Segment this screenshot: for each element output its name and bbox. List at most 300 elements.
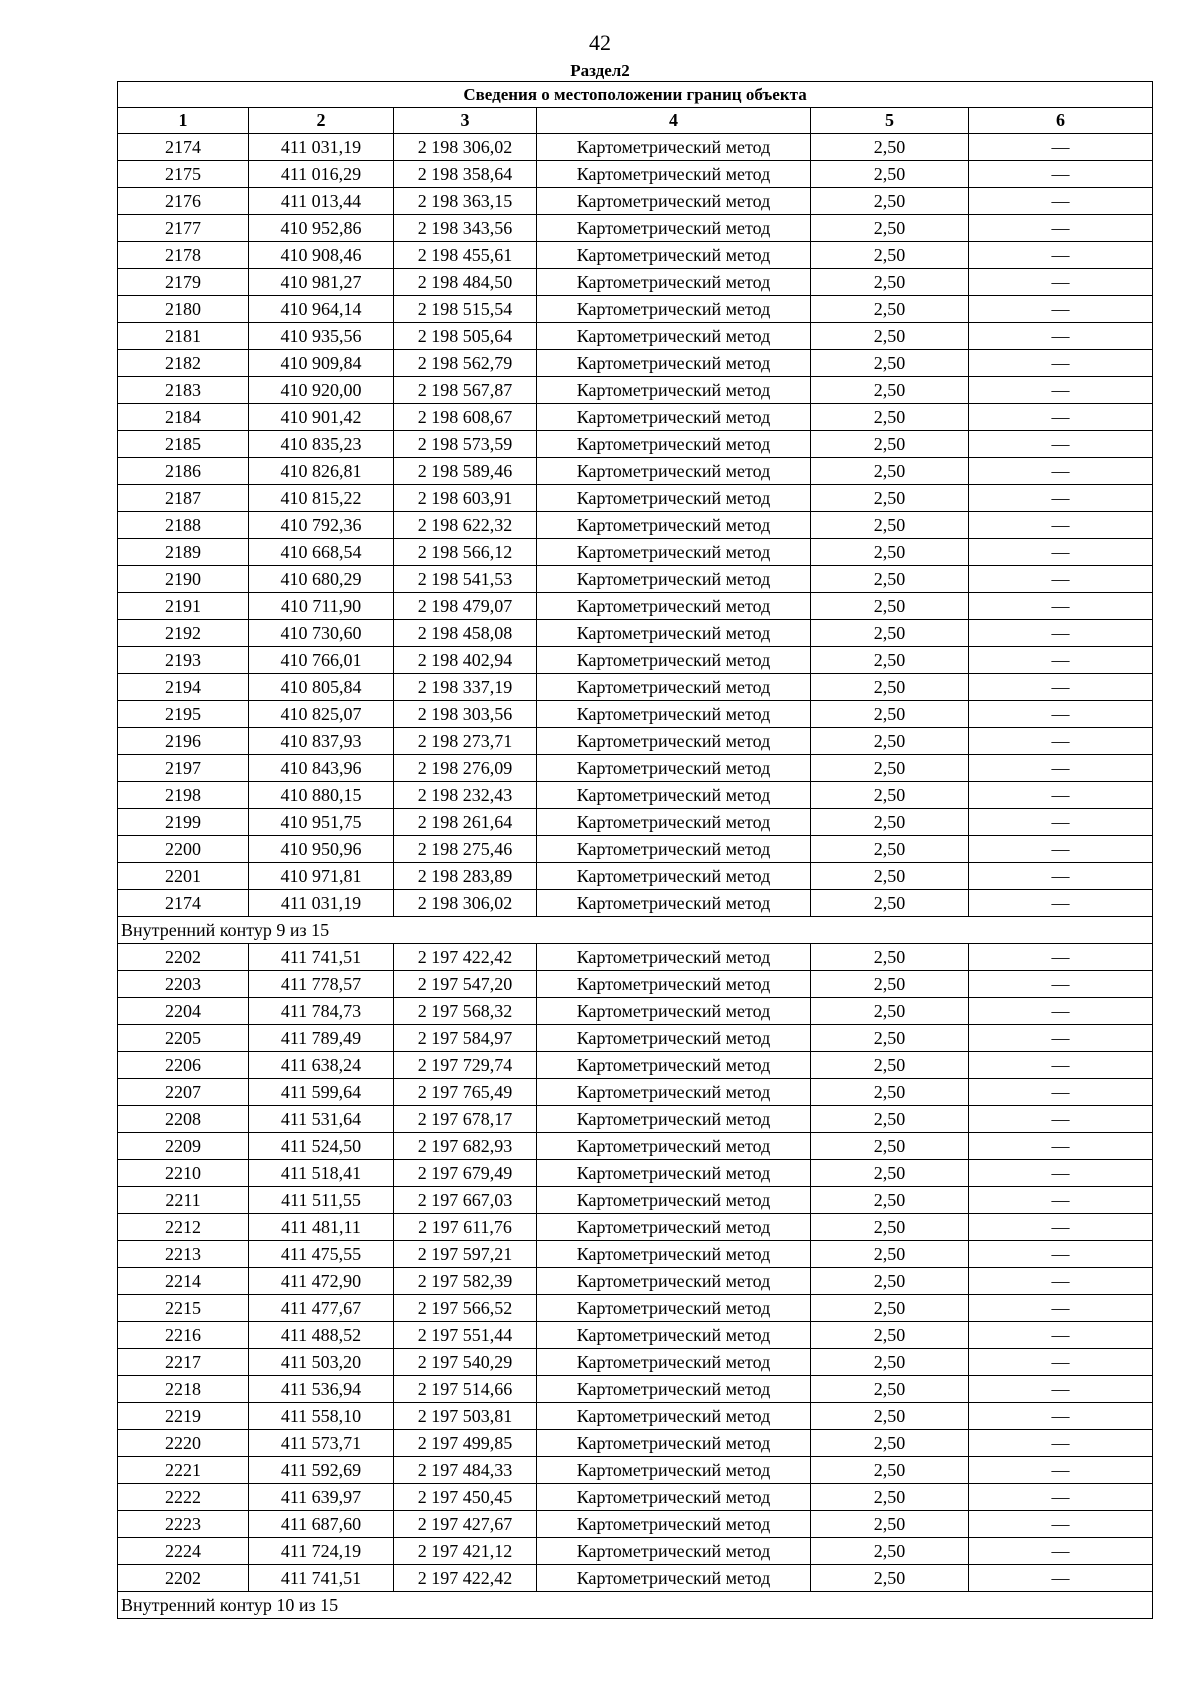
dash-cell: — bbox=[969, 1106, 1153, 1133]
dash-cell: — bbox=[969, 998, 1153, 1025]
dash-cell: — bbox=[969, 1484, 1153, 1511]
accuracy-cell: 2,50 bbox=[811, 1133, 969, 1160]
point-number-cell: 2180 bbox=[118, 296, 249, 323]
coordinate-y-cell: 2 198 363,15 bbox=[394, 188, 537, 215]
method-cell: Картометрический метод bbox=[537, 647, 811, 674]
coordinate-y-cell: 2 197 678,17 bbox=[394, 1106, 537, 1133]
coordinate-y-cell: 2 198 603,91 bbox=[394, 485, 537, 512]
accuracy-cell: 2,50 bbox=[811, 1511, 969, 1538]
method-cell: Картометрический метод bbox=[537, 377, 811, 404]
dash-cell: — bbox=[969, 1322, 1153, 1349]
method-cell: Картометрический метод bbox=[537, 161, 811, 188]
table-row bbox=[118, 1160, 1153, 1187]
coordinate-x-cell: 410 815,22 bbox=[249, 485, 394, 512]
dash-cell: — bbox=[969, 377, 1153, 404]
coordinate-x-cell: 411 013,44 bbox=[249, 188, 394, 215]
method-cell: Картометрический метод bbox=[537, 998, 811, 1025]
point-number-cell: 2184 bbox=[118, 404, 249, 431]
coordinate-y-cell: 2 198 566,12 bbox=[394, 539, 537, 566]
accuracy-cell: 2,50 bbox=[811, 431, 969, 458]
accuracy-cell: 2,50 bbox=[811, 215, 969, 242]
dash-cell: — bbox=[969, 1025, 1153, 1052]
point-number-cell: 2221 bbox=[118, 1457, 249, 1484]
accuracy-cell: 2,50 bbox=[811, 944, 969, 971]
accuracy-cell: 2,50 bbox=[811, 1322, 969, 1349]
coordinate-y-cell: 2 198 337,19 bbox=[394, 674, 537, 701]
method-cell: Картометрический метод bbox=[537, 701, 811, 728]
coordinate-y-cell: 2 197 582,39 bbox=[394, 1268, 537, 1295]
accuracy-cell: 2,50 bbox=[811, 647, 969, 674]
accuracy-cell: 2,50 bbox=[811, 674, 969, 701]
table-row bbox=[118, 377, 1153, 404]
column-header: 2 bbox=[249, 108, 394, 134]
dash-cell: — bbox=[969, 620, 1153, 647]
method-cell: Картометрический метод bbox=[537, 215, 811, 242]
coordinate-y-cell: 2 197 422,42 bbox=[394, 944, 537, 971]
table-row bbox=[118, 539, 1153, 566]
dash-cell: — bbox=[969, 647, 1153, 674]
coordinate-x-cell: 410 981,27 bbox=[249, 269, 394, 296]
table-row bbox=[118, 944, 1153, 971]
method-cell: Картометрический метод bbox=[537, 674, 811, 701]
method-cell: Картометрический метод bbox=[537, 1430, 811, 1457]
method-cell: Картометрический метод bbox=[537, 863, 811, 890]
coordinate-y-cell: 2 198 608,67 bbox=[394, 404, 537, 431]
accuracy-cell: 2,50 bbox=[811, 377, 969, 404]
coordinate-x-cell: 410 901,42 bbox=[249, 404, 394, 431]
method-cell: Картометрический метод bbox=[537, 890, 811, 917]
coordinate-y-cell: 2 197 568,32 bbox=[394, 998, 537, 1025]
dash-cell: — bbox=[969, 539, 1153, 566]
accuracy-cell: 2,50 bbox=[811, 1160, 969, 1187]
method-cell: Картометрический метод bbox=[537, 431, 811, 458]
accuracy-cell: 2,50 bbox=[811, 1241, 969, 1268]
coordinate-x-cell: 410 826,81 bbox=[249, 458, 394, 485]
dash-cell: — bbox=[969, 566, 1153, 593]
dash-cell: — bbox=[969, 1538, 1153, 1565]
accuracy-cell: 2,50 bbox=[811, 350, 969, 377]
table-row bbox=[118, 485, 1153, 512]
table-row bbox=[118, 512, 1153, 539]
accuracy-cell: 2,50 bbox=[811, 782, 969, 809]
coordinate-x-cell: 410 825,07 bbox=[249, 701, 394, 728]
accuracy-cell: 2,50 bbox=[811, 998, 969, 1025]
accuracy-cell: 2,50 bbox=[811, 620, 969, 647]
point-number-cell: 2205 bbox=[118, 1025, 249, 1052]
method-cell: Картометрический метод bbox=[537, 1511, 811, 1538]
dash-cell: — bbox=[969, 890, 1153, 917]
table-row bbox=[118, 782, 1153, 809]
method-cell: Картометрический метод bbox=[537, 782, 811, 809]
point-number-cell: 2204 bbox=[118, 998, 249, 1025]
method-cell: Картометрический метод bbox=[537, 1268, 811, 1295]
coordinate-x-cell: 411 475,55 bbox=[249, 1241, 394, 1268]
accuracy-cell: 2,50 bbox=[811, 1403, 969, 1430]
point-number-cell: 2198 bbox=[118, 782, 249, 809]
table-row bbox=[118, 431, 1153, 458]
coordinate-x-cell: 411 558,10 bbox=[249, 1403, 394, 1430]
method-cell: Картометрический метод bbox=[537, 539, 811, 566]
coordinate-y-cell: 2 197 584,97 bbox=[394, 1025, 537, 1052]
point-number-cell: 2219 bbox=[118, 1403, 249, 1430]
point-number-cell: 2199 bbox=[118, 809, 249, 836]
accuracy-cell: 2,50 bbox=[811, 755, 969, 782]
point-number-cell: 2191 bbox=[118, 593, 249, 620]
table-row bbox=[118, 323, 1153, 350]
point-number-cell: 2179 bbox=[118, 269, 249, 296]
coordinate-y-cell: 2 198 283,89 bbox=[394, 863, 537, 890]
coordinate-x-cell: 411 503,20 bbox=[249, 1349, 394, 1376]
coordinate-x-cell: 411 724,19 bbox=[249, 1538, 394, 1565]
point-number-cell: 2187 bbox=[118, 485, 249, 512]
method-cell: Картометрический метод bbox=[537, 1079, 811, 1106]
coordinate-y-cell: 2 197 450,45 bbox=[394, 1484, 537, 1511]
coordinate-y-cell: 2 198 276,09 bbox=[394, 755, 537, 782]
point-number-cell: 2217 bbox=[118, 1349, 249, 1376]
table-row bbox=[118, 188, 1153, 215]
table-row bbox=[118, 593, 1153, 620]
table-row bbox=[118, 350, 1153, 377]
table-row bbox=[118, 1565, 1153, 1592]
coordinate-y-cell: 2 198 358,64 bbox=[394, 161, 537, 188]
table-row bbox=[118, 566, 1153, 593]
table-row bbox=[118, 1322, 1153, 1349]
accuracy-cell: 2,50 bbox=[811, 1079, 969, 1106]
dash-cell: — bbox=[969, 1376, 1153, 1403]
dash-cell: — bbox=[969, 431, 1153, 458]
point-number-cell: 2223 bbox=[118, 1511, 249, 1538]
table-row bbox=[118, 863, 1153, 890]
dash-cell: — bbox=[969, 161, 1153, 188]
dash-cell: — bbox=[969, 485, 1153, 512]
coordinate-y-cell: 2 198 622,32 bbox=[394, 512, 537, 539]
table-row bbox=[118, 1511, 1153, 1538]
coordinate-x-cell: 411 592,69 bbox=[249, 1457, 394, 1484]
dash-cell: — bbox=[969, 1133, 1153, 1160]
coordinate-x-cell: 411 518,41 bbox=[249, 1160, 394, 1187]
coordinate-x-cell: 410 909,84 bbox=[249, 350, 394, 377]
coordinate-y-cell: 2 198 573,59 bbox=[394, 431, 537, 458]
method-cell: Картометрический метод bbox=[537, 1241, 811, 1268]
point-number-cell: 2216 bbox=[118, 1322, 249, 1349]
method-cell: Картометрический метод bbox=[537, 1160, 811, 1187]
accuracy-cell: 2,50 bbox=[811, 1295, 969, 1322]
coordinate-y-cell: 2 197 566,52 bbox=[394, 1295, 537, 1322]
coordinate-x-cell: 411 784,73 bbox=[249, 998, 394, 1025]
dash-cell: — bbox=[969, 971, 1153, 998]
dash-cell: — bbox=[969, 1349, 1153, 1376]
boundary-coordinates-table bbox=[117, 81, 1153, 1619]
coordinate-x-cell: 410 843,96 bbox=[249, 755, 394, 782]
coordinate-x-cell: 411 778,57 bbox=[249, 971, 394, 998]
point-number-cell: 2213 bbox=[118, 1241, 249, 1268]
coordinate-y-cell: 2 197 499,85 bbox=[394, 1430, 537, 1457]
accuracy-cell: 2,50 bbox=[811, 566, 969, 593]
method-cell: Картометрический метод bbox=[537, 1538, 811, 1565]
coordinate-x-cell: 410 835,23 bbox=[249, 431, 394, 458]
accuracy-cell: 2,50 bbox=[811, 1484, 969, 1511]
point-number-cell: 2181 bbox=[118, 323, 249, 350]
point-number-cell: 2174 bbox=[118, 134, 249, 161]
coordinate-y-cell: 2 198 479,07 bbox=[394, 593, 537, 620]
point-number-cell: 2215 bbox=[118, 1295, 249, 1322]
table-row bbox=[118, 674, 1153, 701]
accuracy-cell: 2,50 bbox=[811, 1187, 969, 1214]
dash-cell: — bbox=[969, 809, 1153, 836]
dash-cell: — bbox=[969, 242, 1153, 269]
point-number-cell: 2202 bbox=[118, 944, 249, 971]
dash-cell: — bbox=[969, 1241, 1153, 1268]
method-cell: Картометрический метод bbox=[537, 512, 811, 539]
table-row bbox=[118, 1052, 1153, 1079]
table-row bbox=[118, 458, 1153, 485]
coordinate-x-cell: 411 511,55 bbox=[249, 1187, 394, 1214]
accuracy-cell: 2,50 bbox=[811, 1052, 969, 1079]
dash-cell: — bbox=[969, 512, 1153, 539]
coordinate-y-cell: 2 197 540,29 bbox=[394, 1349, 537, 1376]
point-number-cell: 2201 bbox=[118, 863, 249, 890]
accuracy-cell: 2,50 bbox=[811, 512, 969, 539]
dash-cell: — bbox=[969, 1403, 1153, 1430]
dash-cell: — bbox=[969, 863, 1153, 890]
accuracy-cell: 2,50 bbox=[811, 1106, 969, 1133]
coordinate-x-cell: 410 730,60 bbox=[249, 620, 394, 647]
table-row bbox=[118, 161, 1153, 188]
point-number-cell: 2197 bbox=[118, 755, 249, 782]
coordinate-x-cell: 410 668,54 bbox=[249, 539, 394, 566]
accuracy-cell: 2,50 bbox=[811, 161, 969, 188]
coordinate-x-cell: 410 837,93 bbox=[249, 728, 394, 755]
point-number-cell: 2210 bbox=[118, 1160, 249, 1187]
table-row bbox=[118, 647, 1153, 674]
dash-cell: — bbox=[969, 1052, 1153, 1079]
point-number-cell: 2190 bbox=[118, 566, 249, 593]
table-row bbox=[118, 134, 1153, 161]
coordinate-x-cell: 410 971,81 bbox=[249, 863, 394, 890]
coordinate-x-cell: 410 805,84 bbox=[249, 674, 394, 701]
coordinate-x-cell: 410 766,01 bbox=[249, 647, 394, 674]
accuracy-cell: 2,50 bbox=[811, 485, 969, 512]
coordinate-y-cell: 2 197 765,49 bbox=[394, 1079, 537, 1106]
method-cell: Картометрический метод bbox=[537, 1106, 811, 1133]
table-row bbox=[118, 728, 1153, 755]
coordinate-y-cell: 2 198 275,46 bbox=[394, 836, 537, 863]
column-header: 1 bbox=[118, 108, 249, 134]
table-row bbox=[118, 269, 1153, 296]
coordinate-x-cell: 411 488,52 bbox=[249, 1322, 394, 1349]
coordinate-y-cell: 2 197 427,67 bbox=[394, 1511, 537, 1538]
dash-cell: — bbox=[969, 755, 1153, 782]
table-row bbox=[118, 1106, 1153, 1133]
accuracy-cell: 2,50 bbox=[811, 863, 969, 890]
coordinate-x-cell: 411 638,24 bbox=[249, 1052, 394, 1079]
coordinate-x-cell: 410 964,14 bbox=[249, 296, 394, 323]
point-number-cell: 2182 bbox=[118, 350, 249, 377]
accuracy-cell: 2,50 bbox=[811, 188, 969, 215]
table-row bbox=[118, 404, 1153, 431]
dash-cell: — bbox=[969, 458, 1153, 485]
method-cell: Картометрический метод bbox=[537, 755, 811, 782]
coordinate-x-cell: 410 951,75 bbox=[249, 809, 394, 836]
point-number-cell: 2185 bbox=[118, 431, 249, 458]
method-cell: Картометрический метод bbox=[537, 1214, 811, 1241]
table-row bbox=[118, 1214, 1153, 1241]
dash-cell: — bbox=[969, 1214, 1153, 1241]
method-cell: Картометрический метод bbox=[537, 1187, 811, 1214]
point-number-cell: 2178 bbox=[118, 242, 249, 269]
table-row bbox=[118, 1025, 1153, 1052]
column-header: 4 bbox=[537, 108, 811, 134]
table-row bbox=[118, 701, 1153, 728]
accuracy-cell: 2,50 bbox=[811, 458, 969, 485]
coordinate-y-cell: 2 197 682,93 bbox=[394, 1133, 537, 1160]
table-row bbox=[118, 1457, 1153, 1484]
dash-cell: — bbox=[969, 1511, 1153, 1538]
table-caption-row bbox=[118, 82, 1153, 108]
table-row bbox=[118, 1538, 1153, 1565]
coordinate-y-cell: 2 198 567,87 bbox=[394, 377, 537, 404]
dash-cell: — bbox=[969, 1457, 1153, 1484]
dash-cell: — bbox=[969, 323, 1153, 350]
coordinate-x-cell: 411 639,97 bbox=[249, 1484, 394, 1511]
coordinate-x-cell: 410 792,36 bbox=[249, 512, 394, 539]
method-cell: Картометрический метод bbox=[537, 1025, 811, 1052]
dash-cell: — bbox=[969, 728, 1153, 755]
method-cell: Картометрический метод bbox=[537, 593, 811, 620]
method-cell: Картометрический метод bbox=[537, 836, 811, 863]
method-cell: Картометрический метод bbox=[537, 1457, 811, 1484]
contour-label: Внутренний контур 9 из 15 bbox=[118, 917, 1153, 944]
coordinate-x-cell: 410 680,29 bbox=[249, 566, 394, 593]
method-cell: Картометрический метод bbox=[537, 1052, 811, 1079]
point-number-cell: 2208 bbox=[118, 1106, 249, 1133]
dash-cell: — bbox=[969, 1079, 1153, 1106]
table-row bbox=[118, 1241, 1153, 1268]
accuracy-cell: 2,50 bbox=[811, 1457, 969, 1484]
coordinate-y-cell: 2 197 611,76 bbox=[394, 1214, 537, 1241]
coordinate-x-cell: 410 935,56 bbox=[249, 323, 394, 350]
method-cell: Картометрический метод bbox=[537, 296, 811, 323]
coordinate-y-cell: 2 197 679,49 bbox=[394, 1160, 537, 1187]
coordinate-x-cell: 411 536,94 bbox=[249, 1376, 394, 1403]
method-cell: Картометрический метод bbox=[537, 1349, 811, 1376]
dash-cell: — bbox=[969, 593, 1153, 620]
coordinate-y-cell: 2 198 343,56 bbox=[394, 215, 537, 242]
table-row bbox=[118, 242, 1153, 269]
point-number-cell: 2211 bbox=[118, 1187, 249, 1214]
dash-cell: — bbox=[969, 1268, 1153, 1295]
table-row bbox=[118, 1484, 1153, 1511]
accuracy-cell: 2,50 bbox=[811, 323, 969, 350]
table-row bbox=[118, 1079, 1153, 1106]
coordinate-x-cell: 411 531,64 bbox=[249, 1106, 394, 1133]
dash-cell: — bbox=[969, 134, 1153, 161]
table-row bbox=[118, 998, 1153, 1025]
method-cell: Картометрический метод bbox=[537, 458, 811, 485]
coordinate-y-cell: 2 198 455,61 bbox=[394, 242, 537, 269]
method-cell: Картометрический метод bbox=[537, 188, 811, 215]
coordinate-x-cell: 410 950,96 bbox=[249, 836, 394, 863]
table-row bbox=[118, 1403, 1153, 1430]
contour-label: Внутренний контур 10 из 15 bbox=[118, 1592, 1153, 1619]
method-cell: Картометрический метод bbox=[537, 1376, 811, 1403]
point-number-cell: 2206 bbox=[118, 1052, 249, 1079]
method-cell: Картометрический метод bbox=[537, 269, 811, 296]
method-cell: Картометрический метод bbox=[537, 350, 811, 377]
column-header: 5 bbox=[811, 108, 969, 134]
coordinate-y-cell: 2 198 303,56 bbox=[394, 701, 537, 728]
contour-label-row bbox=[118, 917, 1153, 944]
coordinate-y-cell: 2 197 422,42 bbox=[394, 1565, 537, 1592]
dash-cell: — bbox=[969, 944, 1153, 971]
coordinate-y-cell: 2 197 484,33 bbox=[394, 1457, 537, 1484]
point-number-cell: 2177 bbox=[118, 215, 249, 242]
coordinate-y-cell: 2 197 421,12 bbox=[394, 1538, 537, 1565]
point-number-cell: 2196 bbox=[118, 728, 249, 755]
table-row bbox=[118, 1376, 1153, 1403]
method-cell: Картометрический метод bbox=[537, 404, 811, 431]
method-cell: Картометрический метод bbox=[537, 1322, 811, 1349]
coordinate-y-cell: 2 198 589,46 bbox=[394, 458, 537, 485]
dash-cell: — bbox=[969, 215, 1153, 242]
point-number-cell: 2203 bbox=[118, 971, 249, 998]
point-number-cell: 2193 bbox=[118, 647, 249, 674]
coordinate-x-cell: 411 687,60 bbox=[249, 1511, 394, 1538]
dash-cell: — bbox=[969, 782, 1153, 809]
dash-cell: — bbox=[969, 701, 1153, 728]
table-row bbox=[118, 1187, 1153, 1214]
point-number-cell: 2175 bbox=[118, 161, 249, 188]
method-cell: Картометрический метод bbox=[537, 728, 811, 755]
accuracy-cell: 2,50 bbox=[811, 539, 969, 566]
accuracy-cell: 2,50 bbox=[811, 701, 969, 728]
accuracy-cell: 2,50 bbox=[811, 1565, 969, 1592]
coordinate-y-cell: 2 198 261,64 bbox=[394, 809, 537, 836]
dash-cell: — bbox=[969, 674, 1153, 701]
accuracy-cell: 2,50 bbox=[811, 1214, 969, 1241]
dash-cell: — bbox=[969, 296, 1153, 323]
coordinate-y-cell: 2 197 729,74 bbox=[394, 1052, 537, 1079]
point-number-cell: 2189 bbox=[118, 539, 249, 566]
coordinate-x-cell: 410 880,15 bbox=[249, 782, 394, 809]
method-cell: Картометрический метод bbox=[537, 566, 811, 593]
dash-cell: — bbox=[969, 188, 1153, 215]
table-row bbox=[118, 296, 1153, 323]
method-cell: Картометрический метод bbox=[537, 944, 811, 971]
method-cell: Картометрический метод bbox=[537, 1295, 811, 1322]
point-number-cell: 2200 bbox=[118, 836, 249, 863]
point-number-cell: 2207 bbox=[118, 1079, 249, 1106]
coordinate-x-cell: 410 952,86 bbox=[249, 215, 394, 242]
coordinate-x-cell: 411 031,19 bbox=[249, 134, 394, 161]
method-cell: Картометрический метод bbox=[537, 971, 811, 998]
coordinate-y-cell: 2 198 232,43 bbox=[394, 782, 537, 809]
method-cell: Картометрический метод bbox=[537, 620, 811, 647]
column-header: 3 bbox=[394, 108, 537, 134]
accuracy-cell: 2,50 bbox=[811, 134, 969, 161]
dash-cell: — bbox=[969, 350, 1153, 377]
coordinate-y-cell: 2 198 484,50 bbox=[394, 269, 537, 296]
point-number-cell: 2209 bbox=[118, 1133, 249, 1160]
coordinate-x-cell: 411 477,67 bbox=[249, 1295, 394, 1322]
accuracy-cell: 2,50 bbox=[811, 1430, 969, 1457]
accuracy-cell: 2,50 bbox=[811, 836, 969, 863]
point-number-cell: 2224 bbox=[118, 1538, 249, 1565]
accuracy-cell: 2,50 bbox=[811, 809, 969, 836]
coordinate-x-cell: 411 472,90 bbox=[249, 1268, 394, 1295]
table-row bbox=[118, 1133, 1153, 1160]
coordinate-y-cell: 2 198 306,02 bbox=[394, 890, 537, 917]
